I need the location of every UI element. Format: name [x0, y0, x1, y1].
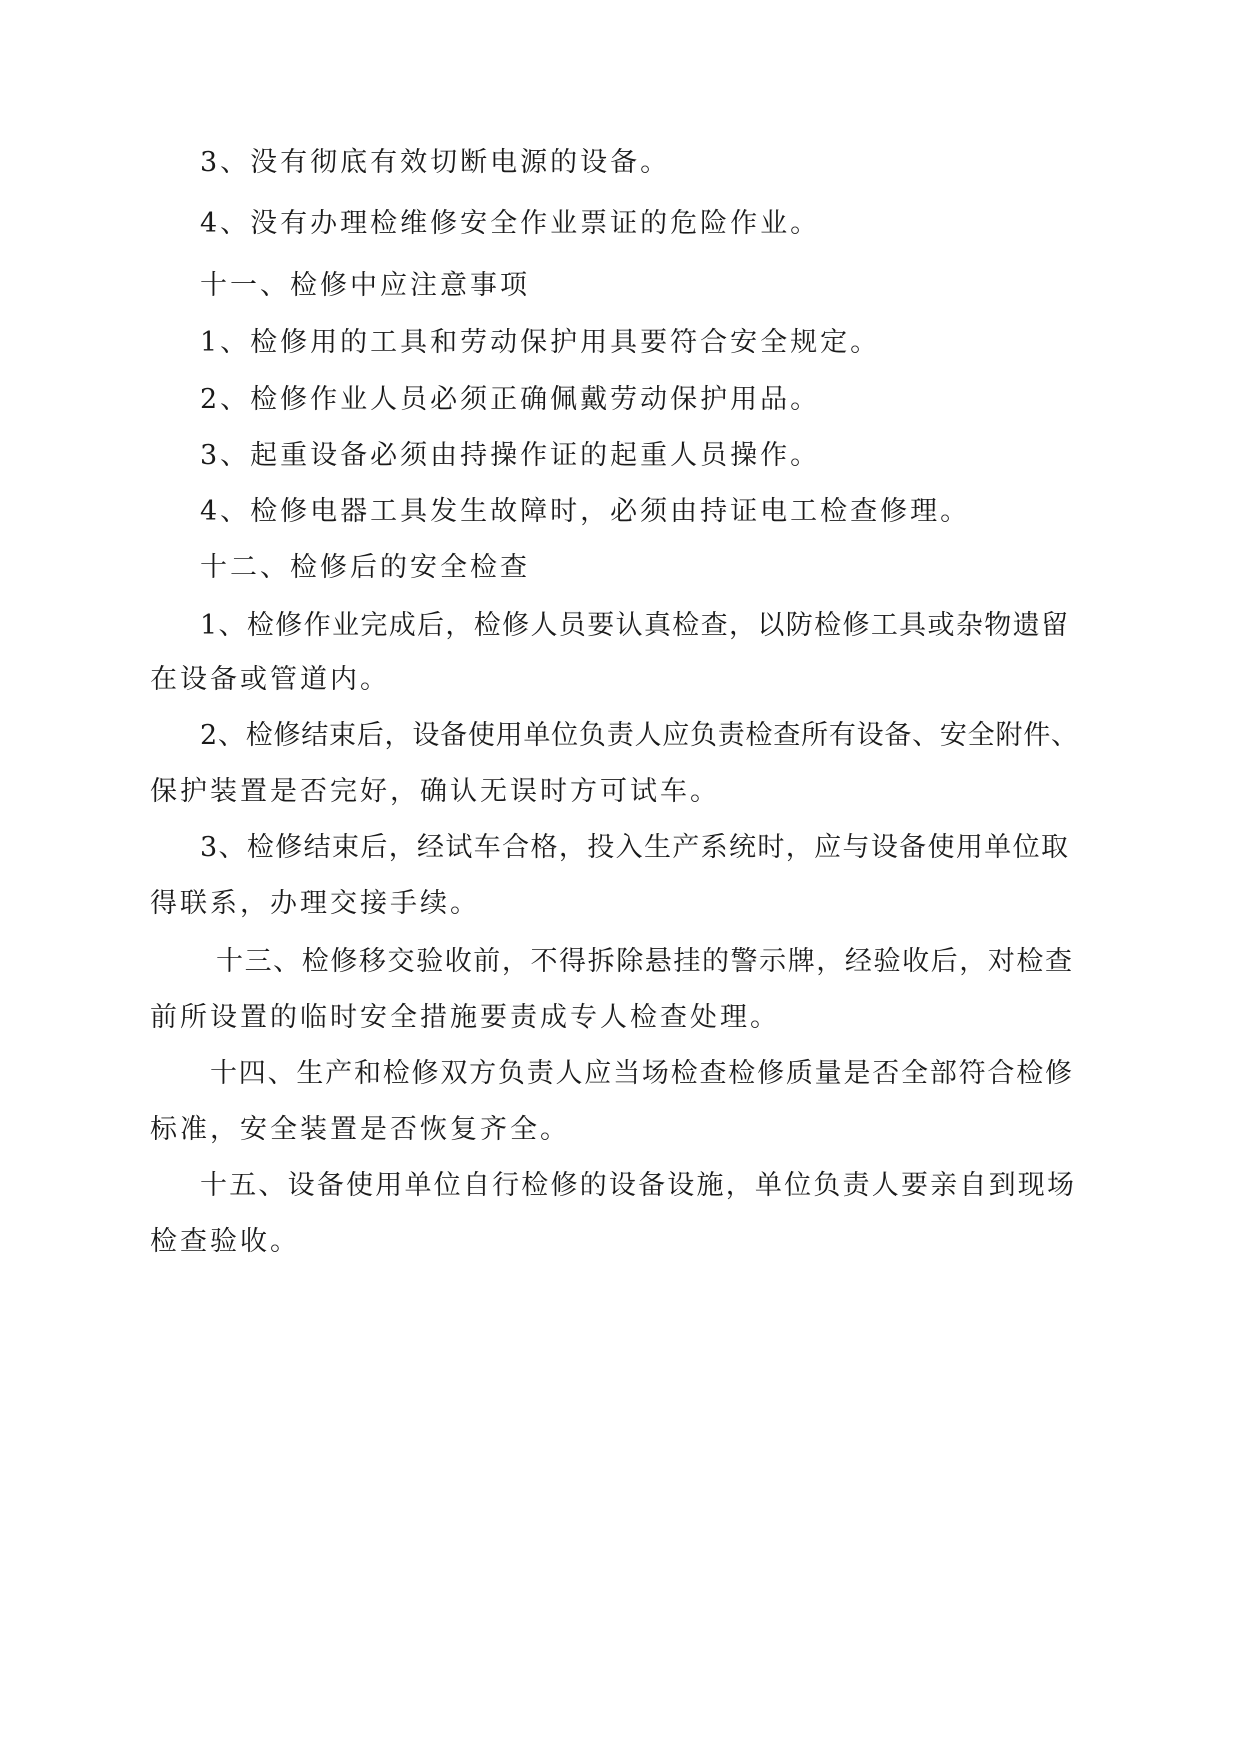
text-line: 2、检修结束后，设备使用单位负责人应负责检查所有设备、安全附件、: [200, 720, 1078, 751]
text-line: 4、没有办理检维修安全作业票证的危险作业。: [200, 208, 821, 239]
section-heading: 十一、检修中应注意事项: [200, 270, 530, 301]
text-line: 检查验收。: [150, 1226, 300, 1257]
text-line: 1、检修用的工具和劳动保护用具要符合安全规定。: [200, 327, 881, 358]
text-line: 3、没有彻底有效切断电源的设备。: [200, 147, 671, 178]
text-line: 十五、设备使用单位自行检修的设备设施，单位负责人要亲自到现场: [200, 1170, 1074, 1201]
text-line: 前所设置的临时安全措施要责成专人检查处理。: [150, 1002, 780, 1033]
text-line: 十三、检修移交验收前，不得拆除悬挂的警示牌，经验收后，对检查: [216, 946, 1072, 977]
text-line: 1、检修作业完成后，检修人员要认真检查，以防检修工具或杂物遗留: [200, 610, 1068, 641]
text-line: 十四、生产和检修双方负责人应当场检查检修质量是否全部符合检修: [210, 1058, 1072, 1089]
text-line: 在设备或管道内。: [150, 664, 390, 695]
text-line: 3、起重设备必须由持操作证的起重人员操作。: [200, 440, 821, 471]
text-line: 得联系，办理交接手续。: [150, 888, 480, 919]
section-heading: 十二、检修后的安全检查: [200, 552, 530, 583]
text-line: 4、检修电器工具发生故障时，必须由持证电工检查修理。: [200, 496, 971, 527]
text-line: 3、检修结束后，经试车合格，投入生产系统时，应与设备使用单位取: [200, 832, 1068, 863]
text-line: 2、检修作业人员必须正确佩戴劳动保护用品。: [200, 384, 821, 415]
text-line: 保护装置是否完好，确认无误时方可试车。: [150, 776, 720, 807]
text-line: 标准，安全装置是否恢复齐全。: [150, 1114, 570, 1145]
